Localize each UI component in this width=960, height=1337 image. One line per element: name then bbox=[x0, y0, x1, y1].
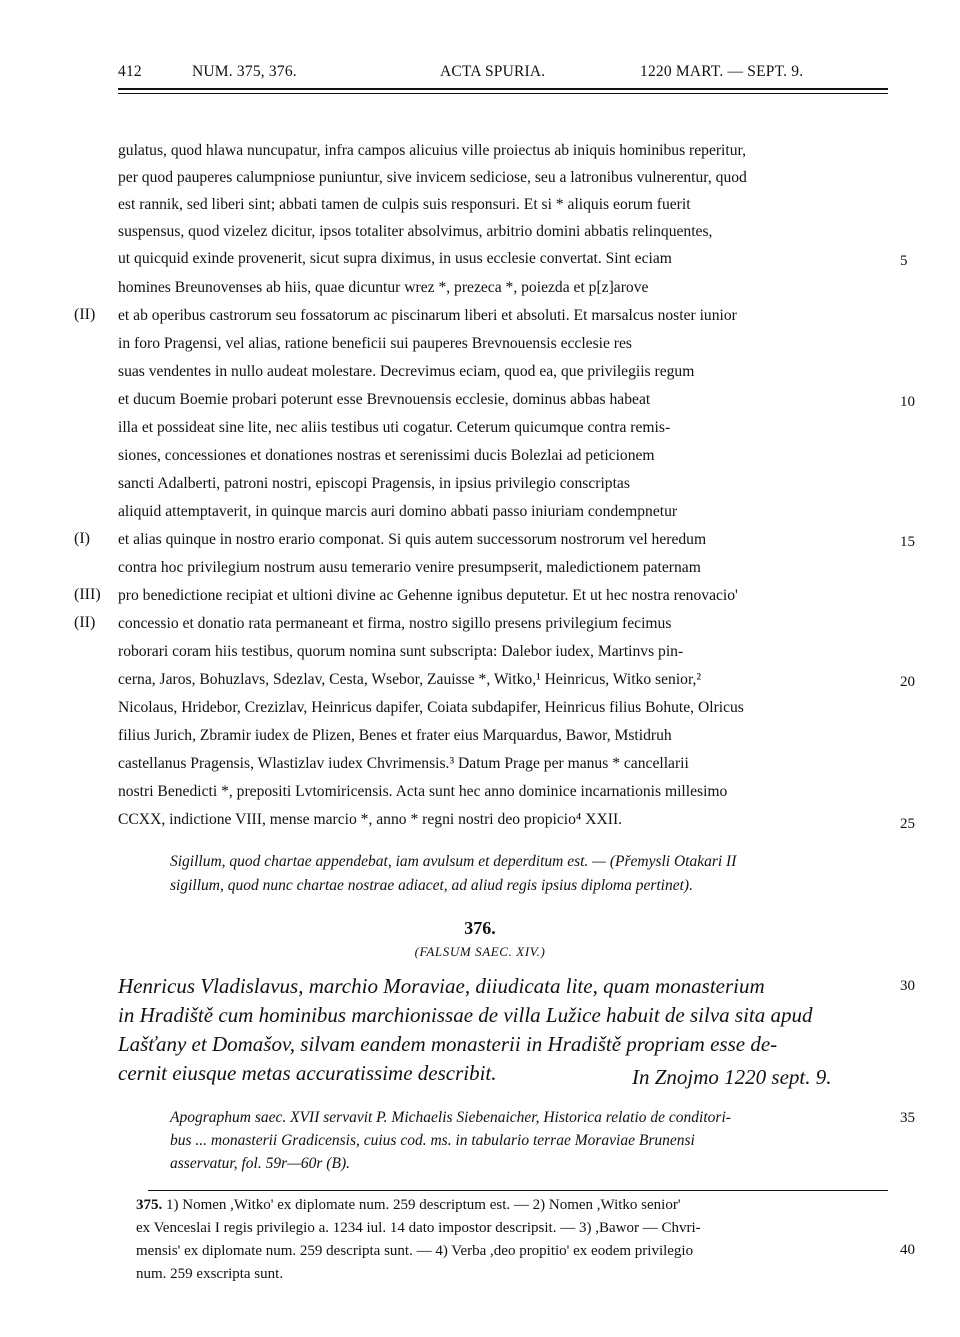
body-line: aliquid attemptaverit, in quinque marcis auri domino abbati passo iniuriam condempnetur bbox=[118, 503, 678, 520]
margin-mark: (III) bbox=[74, 586, 101, 603]
body-line: contra hoc privilegium nostrum ausu temerario venire presumpserit, maledictionem paternam bbox=[118, 559, 701, 576]
body-line: roborari coram hiis testibus, quorum nomina sunt subscripta: Dalebor iudex, Martinvs pin- bbox=[118, 643, 684, 660]
header-title: ACTA SPURIA. bbox=[440, 63, 546, 80]
body-line: nostri Benedicti *, prepositi Lvtomiricensis. Acta sunt hec anno dominice incarnationis millesimo bbox=[118, 783, 728, 800]
page-number: 412 bbox=[118, 63, 142, 80]
line-number: 20 bbox=[900, 674, 915, 690]
body-line: pro benedictione recipiat et ultioni divine ac Gehenne ignibus deputetur. Et ut hec nostra renovacio' bbox=[118, 587, 738, 604]
line-number: 15 bbox=[900, 534, 915, 550]
header-dates: 1220 MART. — SEPT. 9. bbox=[640, 63, 804, 80]
body-line: ut quicquid exinde provenerit, sicut supra diximus, in usus ecclesie convertat. Sint eciam bbox=[118, 250, 672, 267]
line-number: 10 bbox=[900, 394, 915, 410]
line-number: 25 bbox=[900, 816, 915, 832]
body-line: et alias quinque in nostro erario componat. Si quis autem successorum nostrorum vel heredum bbox=[118, 531, 707, 548]
regest-line: in Hradiště cum hominibus marchionissae de villa Lužice habuit de silva sita apud bbox=[118, 1003, 813, 1027]
footnote-rule bbox=[148, 1190, 888, 1191]
footnote-line bbox=[136, 1194, 888, 1217]
regest-line: Lašťany et Domašov, silvam eandem monasterii in Hradiště propriam esse de- bbox=[118, 1032, 778, 1056]
body-line: homines Breunovenses ab hiis, quae dicuntur wrez *, prezeca *, poiezda et p[z]arove bbox=[118, 279, 649, 296]
line-number: 40 bbox=[900, 1242, 915, 1258]
body-line: illa et possideat sine lite, nec aliis testibus uti cogatur. Ceterum quicumque contra remis- bbox=[118, 419, 671, 436]
sigillum-note bbox=[170, 850, 890, 898]
apparatus bbox=[170, 1106, 890, 1175]
body-line: suas vendentes in nullo audeat molestare. Decrevimus eciam, quod ea, que privilegiis regum bbox=[118, 363, 695, 380]
footnotes bbox=[136, 1194, 888, 1286]
regest-line: cernit eiusque metas accuratissime describit. bbox=[118, 1061, 497, 1085]
body-line: castellanus Pragensis, Wlastizlav iudex Chvrimensis.³ Datum Prage per manus * cancellarii bbox=[118, 755, 689, 772]
body-line: filius Jurich, Zbramir iudex de Plizen, Benes et frater eius Marquardus, Bawor, Mstidruh bbox=[118, 727, 672, 744]
document-number: 376. bbox=[464, 918, 496, 938]
body-line: Nicolaus, Hridebor, Crezizlav, Heinricus dapifer, Coiata subdapifer, Heinricus filius Bohute, Olricus bbox=[118, 699, 744, 716]
note-line: sigillum, quod nunc chartae nostrae adiacet, ad aliud regis ipsius diploma pertinet). bbox=[170, 877, 693, 894]
regest-line: Henricus Vladislavus, marchio Moraviae, diiudicata lite, quam monasterium bbox=[118, 974, 765, 998]
margin-mark: (II) bbox=[74, 306, 96, 323]
header-rule-thin bbox=[118, 93, 888, 94]
body-line: gulatus, quod hlawa nuncupatur, infra campos alicuius ville proiectus ab iniquis hominibus reperitur, bbox=[118, 142, 746, 159]
body-line: cerna, Jaros, Bohuzlavs, Sdezlav, Cesta, Wsebor, Zauisse *, Witko,¹ Heinricus, Witko senior,² bbox=[118, 671, 702, 688]
footnote-line: mensis' ex diplomate num. 259 descripta sunt. — 4) Verba ,deo propitio' ex eodem privilegio bbox=[136, 1243, 694, 1259]
apparatus-line: bus ... monasterii Gradicensis, cuius cod. ms. in tabulario terrae Moraviae Brunensi bbox=[170, 1132, 695, 1149]
body-line: et ab operibus castrorum seu fossatorum ac piscinarum liberi et absoluti. Et marsalcus noster iunior bbox=[118, 307, 737, 324]
margin-mark: (I) bbox=[74, 530, 90, 547]
body-line: et ducum Boemie probari poterunt esse Brevnouensis ecclesie, dominus abbas habeat bbox=[118, 391, 651, 408]
document-subtitle: (FALSUM SAEC. XIV.) bbox=[414, 944, 546, 959]
apparatus-line: Apographum saec. XVII servavit P. Michaelis Siebenaicher, Historica relatio de conditori- bbox=[170, 1109, 731, 1126]
apparatus-line: asservatur, fol. 59r—60r (B). bbox=[170, 1155, 350, 1172]
footnote-line: num. 259 exscripta sunt. bbox=[136, 1266, 284, 1282]
body-line: concessio et donatio rata permaneant et firma, nostro sigillo presens privilegium fecimus bbox=[118, 615, 672, 632]
note-line: Sigillum, quod chartae appendebat, iam avulsum et deperditum est. — (Přemysli Otakari II bbox=[170, 853, 737, 870]
footnote-line: ex Venceslai I regis privilegio a. 1234 iul. 14 dato impostor descripsit. — 3) ,Bawor — Chvri- bbox=[136, 1220, 701, 1236]
body-line: per quod pauperes calumpniose puniuntur, sive invicem sediciose, seu a latronibus vulnerentur, quod bbox=[118, 169, 747, 186]
running-header bbox=[118, 63, 888, 85]
regest-date: In Znojmo 1220 sept. 9. bbox=[632, 1065, 832, 1089]
footnote-label: 375. bbox=[136, 1197, 163, 1213]
body-line: est rannik, sed liberi sint; abbati tamen de culpis suis responsuri. Et si * aliquis eorum fuerit bbox=[118, 196, 691, 213]
header-rule-thick bbox=[118, 88, 888, 90]
body-line: siones, concessiones et donationes nostras et serenissimi ducis Bolezlai ad peticionem bbox=[118, 447, 655, 464]
footnote-text: 1) Nomen ,Witko' ex diplomate num. 259 descriptum est. — 2) Nomen ,Witko senior' bbox=[166, 1197, 681, 1213]
body-line: sancti Adalberti, patroni nostri, episcopi Pragensis, in ipsius privilegio conscriptas bbox=[118, 475, 630, 492]
line-number: 35 bbox=[900, 1110, 915, 1126]
body-line: suspensus, quod vizelez dicitur, ipsos totaliter absolvimus, arbitrio domini abbatis relinquentes, bbox=[118, 223, 713, 240]
body-line: CCXX, indictione VIII, mense marcio *, anno * regni nostri deo propicio⁴ XXII. bbox=[118, 811, 623, 828]
header-numbers: NUM. 375, 376. bbox=[192, 63, 297, 80]
line-number: 5 bbox=[900, 253, 908, 269]
margin-mark: (II) bbox=[74, 614, 96, 631]
line-number: 30 bbox=[900, 978, 915, 994]
body-line: in foro Pragensi, vel alias, ratione beneficii sui pauperes Brevnouensis ecclesie res bbox=[118, 335, 632, 352]
